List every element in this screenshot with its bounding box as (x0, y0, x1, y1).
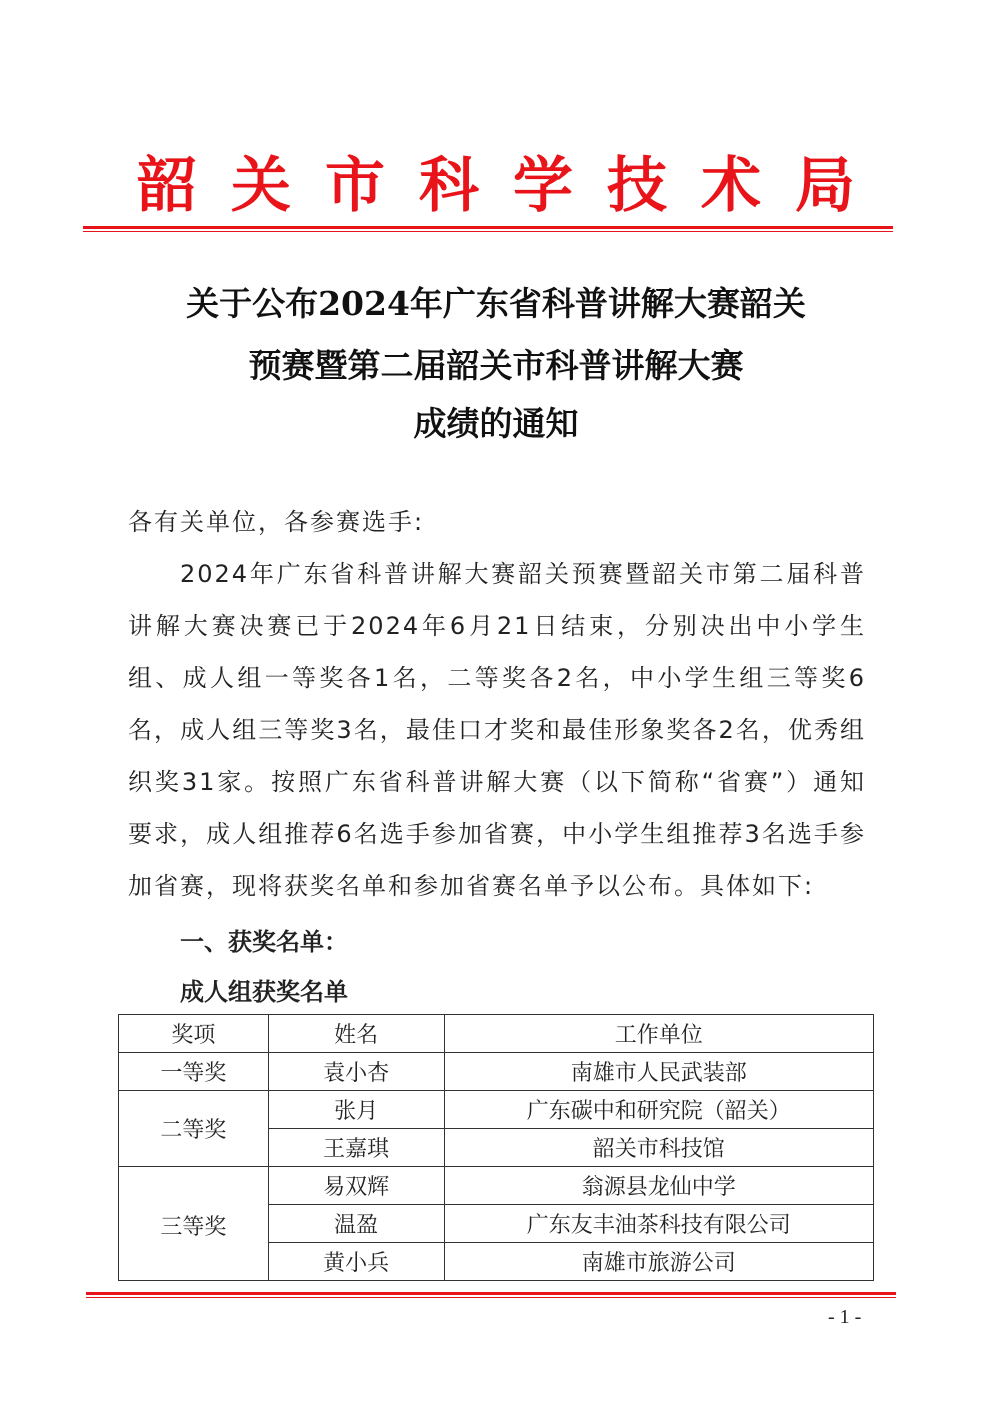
award-cell: 二等奖 (119, 1091, 269, 1167)
org-letterhead-title: 韶关市科学技术局 (137, 151, 889, 221)
unit-cell: 翁源县龙仙中学 (444, 1167, 873, 1205)
name-cell: 温盈 (268, 1205, 444, 1243)
document-title-line-1: 关于公布2024年广东省科普讲解大赛韶关 (186, 284, 806, 323)
adult-awards-table (118, 1014, 874, 1281)
subheading-adult-group: 成人组获奖名单 (180, 978, 348, 1006)
page-number: - 1 - (828, 1306, 862, 1328)
name-cell: 王嘉琪 (268, 1129, 444, 1167)
unit-cell: 广东友丰油茶科技有限公司 (444, 1205, 873, 1243)
salutation: 各有关单位，各参赛选手: (128, 508, 425, 536)
letterhead-red-rule (83, 226, 893, 232)
name-cell: 黄小兵 (268, 1243, 444, 1281)
name-cell: 张月 (268, 1091, 444, 1129)
table-header-row (119, 1015, 874, 1053)
document-title-line-2: 预赛暨第二届韶关市科普讲解大赛 (248, 346, 744, 385)
name-cell: 易双辉 (268, 1167, 444, 1205)
table-row (119, 1091, 874, 1129)
document-title-line-3: 成绩的通知 (413, 404, 579, 443)
table-row (119, 1053, 874, 1091)
footer-red-rule (86, 1292, 896, 1298)
header-unit: 工作单位 (444, 1015, 873, 1053)
name-cell: 袁小杏 (268, 1053, 444, 1091)
unit-cell: 广东碳中和研究院（韶关） (444, 1091, 873, 1129)
header-award: 奖项 (119, 1015, 269, 1053)
section-heading-award-list: 一、获奖名单： (180, 928, 348, 956)
unit-cell: 韶关市科技馆 (444, 1129, 873, 1167)
table-row (119, 1167, 874, 1205)
unit-cell: 南雄市人民武装部 (444, 1053, 873, 1091)
award-cell: 一等奖 (119, 1053, 269, 1091)
body-paragraph: 2024年广东省科普讲解大赛韶关预赛暨韶关市第二届科普讲解大赛决赛已于2024年6月21日结束，分别决出中小学生组、成人组一等奖各1名，二等奖各2名，中小学生组三等奖6名，成人组三等奖3名，最佳口才奖和最佳形象奖各2名，优秀组织奖31家。按照广东省科普讲解大赛（以下简称“省赛”）通知要求，成人组推荐6名选手参加省赛，中小学生组推荐3名选手参加省赛，现将获奖名单和参加省赛名单予以公布。具体如下: (128, 560, 866, 900)
award-cell: 三等奖 (119, 1167, 269, 1281)
unit-cell: 南雄市旅游公司 (444, 1243, 873, 1281)
header-name: 姓名 (268, 1015, 444, 1053)
